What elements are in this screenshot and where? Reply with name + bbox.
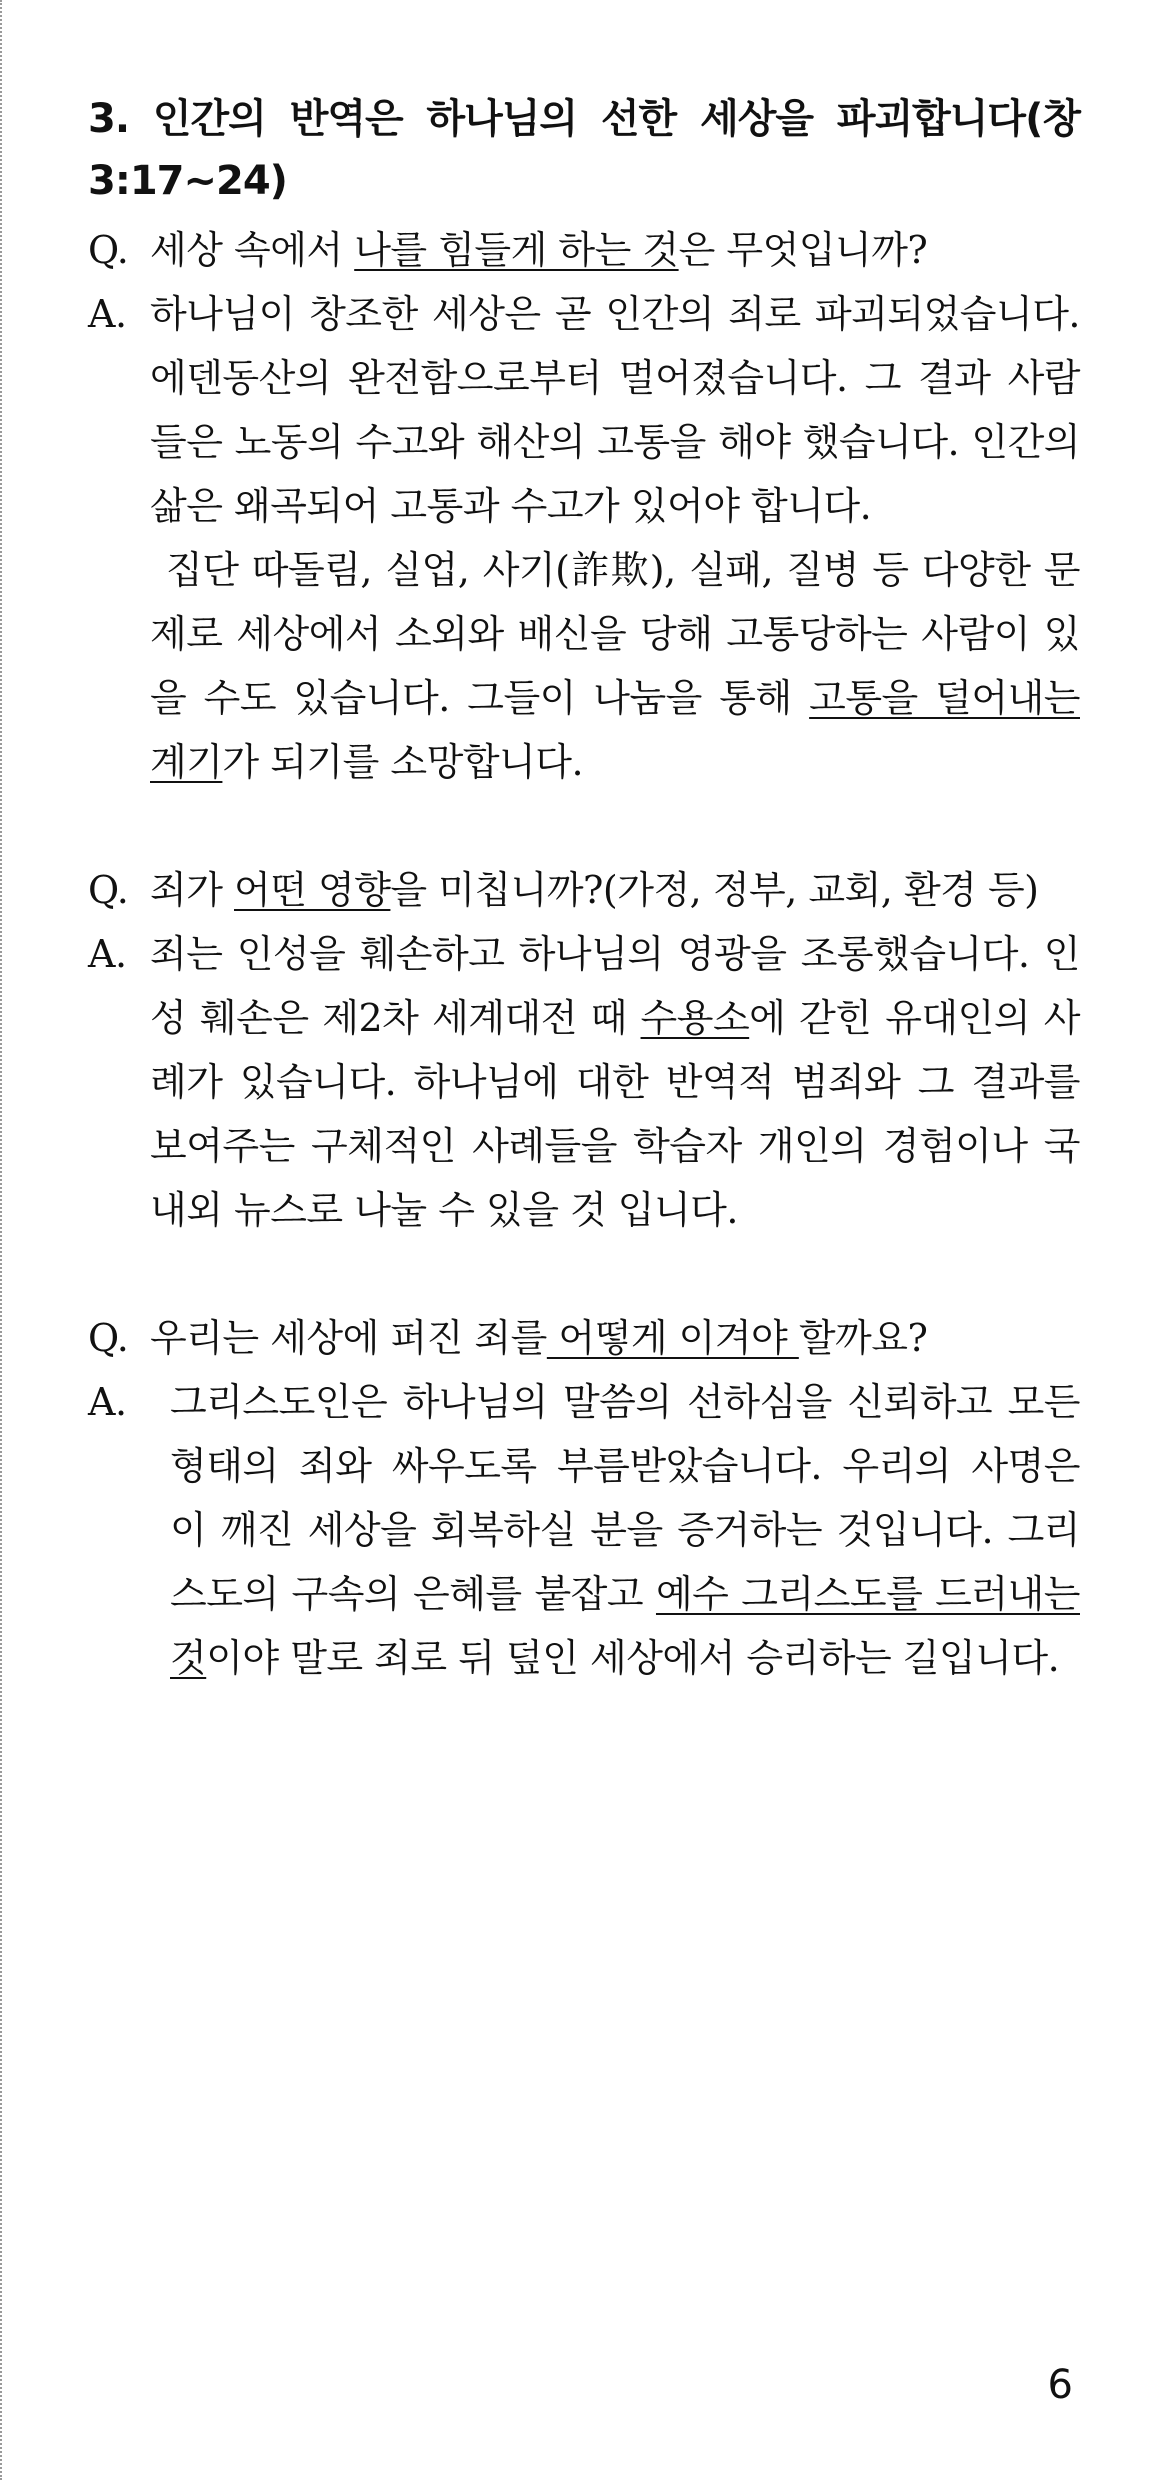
- underlined-phrase: 고통을 덜어내는 계기: [150, 676, 1080, 784]
- underlined-phrase: 어떤 영향: [234, 868, 391, 912]
- page-number: 6: [1047, 2362, 1073, 2408]
- answer-1: [88, 282, 1080, 794]
- question-marker: Q.: [88, 228, 129, 272]
- answer-marker: A.: [88, 292, 127, 336]
- answer-1-text: [150, 282, 1080, 794]
- section-gap: [88, 794, 1080, 858]
- answer-marker: A.: [88, 1380, 127, 1424]
- answer-2: [88, 922, 1080, 1242]
- section-gap: [88, 1242, 1080, 1306]
- question-marker: Q.: [88, 868, 129, 912]
- question-2-text: 죄가 어떤 영향을 미칩니까?(가정, 정부, 교회, 환경 등): [150, 868, 1039, 912]
- section-heading: 3. 인간의 반역은 하나님의 선한 세상을 파괴합니다(창 3:17~24): [88, 96, 1080, 204]
- question-1: [88, 218, 1080, 282]
- question-2: [88, 858, 1080, 922]
- question-3-text: 우리는 세상에 퍼진 죄를 어떻게 이겨야 할까요?: [150, 1316, 928, 1360]
- underlined-phrase: 나를 힘들게 하는 것: [354, 228, 679, 272]
- underlined-phrase: 어떻게 이겨야: [546, 1316, 799, 1360]
- answer-2-text: 죄는 인성을 훼손하고 하나님의 영광을 조롱했습니다. 인성 훼손은 제2차 세계대전 때 수용소에 갇힌 유대인의 사례가 있습니다. 하나님에 대한 반역적 범죄와 그 결과를 보여주는 구체적인 사례들을 학습자 개인의 경험이나 국내외 뉴스로 나눌 수 있을 것 입니다.: [150, 932, 1080, 1232]
- dotted-margin-rule: [0, 0, 2, 2480]
- question-marker: Q.: [88, 1316, 129, 1360]
- question-3: [88, 1306, 1080, 1370]
- answer-3: [88, 1370, 1080, 1690]
- answer-1-paragraph-1: 하나님이 창조한 세상은 곧 인간의 죄로 파괴되었습니다. 에덴동산의 완전함으로부터 멀어졌습니다. 그 결과 사람들은 노동의 수고와 해산의 고통을 해야 했습니다. 인간의 삶은 왜곡되어 고통과 수고가 있어야 합니다.: [150, 292, 1080, 528]
- content-area: [88, 88, 1080, 1690]
- answer-marker: A.: [88, 932, 127, 976]
- underlined-phrase: 수용소: [640, 996, 750, 1040]
- answer-3-text: 그리스도인은 하나님의 말씀의 선하심을 신뢰하고 모든 형태의 죄와 싸우도록 부름받았습니다. 우리의 사명은 이 깨진 세상을 회복하실 분을 증거하는 것입니다. 그리스도의 구속의 은혜를 붙잡고 예수 그리스도를 드러내는 것이야 말로 죄로 뒤 덮인 세상에서 승리하는 길입니다.: [170, 1380, 1080, 1680]
- question-1-text: 세상 속에서 나를 힘들게 하는 것은 무엇입니까?: [150, 228, 928, 272]
- underlined-phrase: 예수 그리스도를 드러내는 것: [170, 1572, 1080, 1680]
- answer-1-paragraph-2: 집단 따돌림, 실업, 사기(詐欺), 실패, 질병 등 다양한 문제로 세상에서 소외와 배신을 당해 고통당하는 사람이 있을 수도 있습니다. 그들이 나눔을 통해 고통을 덜어내는 계기가 되기를 소망합니다.: [150, 548, 1080, 784]
